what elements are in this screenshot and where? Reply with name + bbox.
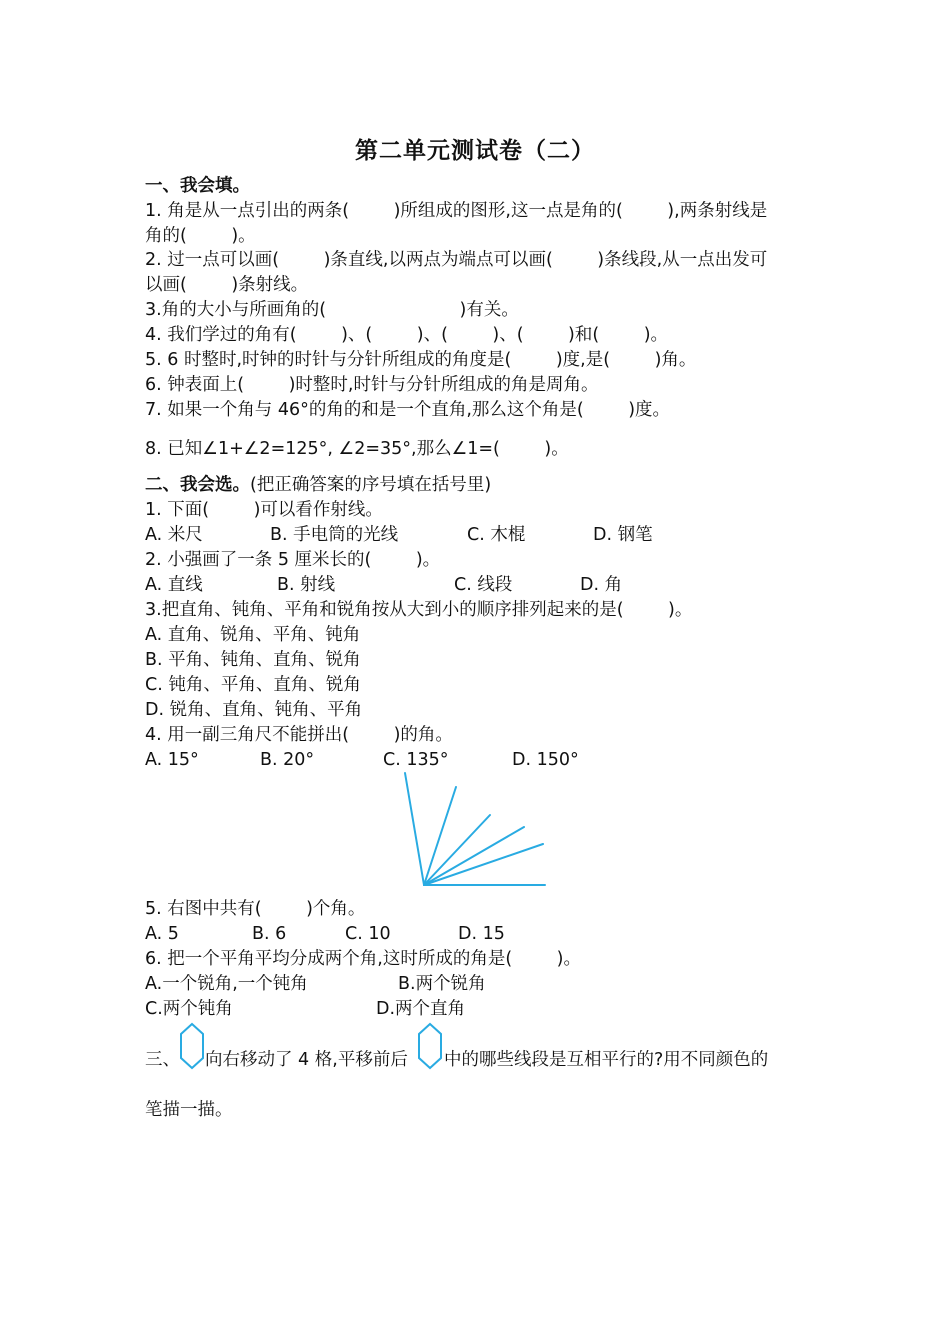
s2-q6-option-a: A.一个锐角,一个钝角 xyxy=(145,974,308,994)
s1-q7: 7. 如果一个角与 46°的角的和是一个直角,那么这个角是( )度。 xyxy=(145,400,671,420)
section3-prefix: 三、 xyxy=(145,1050,180,1070)
s1-q6: 6. 钟表面上( )时整时,时针与分针所组成的角是周角。 xyxy=(145,375,599,395)
s2-q6: 6. 把一个平角平均分成两个角,这时所成的角是( )。 xyxy=(145,949,581,969)
s2-q3-option-a: A. 直角、锐角、平角、钝角 xyxy=(145,625,361,645)
hexagon-icon-2 xyxy=(415,1022,445,1070)
s2-q3-option-c: C. 钝角、平角、直角、锐角 xyxy=(145,675,361,695)
s1-q4: 4. 我们学过的角有( )、( )、( )、( )和( )。 xyxy=(145,325,669,345)
s2-q1-option-c: C. 木棍 xyxy=(467,525,526,545)
s2-q1-option-b: B. 手电筒的光线 xyxy=(270,525,399,545)
s2-q1-option-d: D. 钢笔 xyxy=(593,525,653,545)
s2-q4-option-d: D. 150° xyxy=(512,750,579,770)
s2-q5-option-b: B. 6 xyxy=(252,924,287,944)
s2-q4-option-b: B. 20° xyxy=(260,750,315,770)
section3-line2: 笔描一描。 xyxy=(145,1100,233,1120)
section3-suffix-text: 中的哪些线段是互相平行的?用不同颜色的 xyxy=(444,1050,769,1070)
s2-q1-option-a: A. 米尺 xyxy=(145,525,203,545)
s2-q2-option-b: B. 射线 xyxy=(277,575,336,595)
s2-q1: 1. 下面( )可以看作射线。 xyxy=(145,500,383,520)
s1-q2-line2: 以画( )条射线。 xyxy=(145,275,309,295)
s2-q3-option-b: B. 平角、钝角、直角、锐角 xyxy=(145,650,361,670)
hexagon-icon xyxy=(177,1022,207,1070)
s2-q5: 5. 右图中共有( )个角。 xyxy=(145,899,366,919)
section2-heading: 二、我会选。 xyxy=(145,475,250,495)
section2-note: (把正确答案的序号填在括号里) xyxy=(250,475,492,495)
s1-q3: 3.角的大小与所画角的( )有关。 xyxy=(145,300,519,320)
section1-heading: 一、我会填。 xyxy=(145,176,250,196)
section2-heading-line xyxy=(145,473,491,497)
s2-q5-option-d: D. 15 xyxy=(458,924,505,944)
s1-q5: 5. 6 时整时,时钟的时针与分针所组成的角度是( )度,是( )角。 xyxy=(145,350,697,370)
ray-1 xyxy=(405,773,424,885)
page-title: 第二单元测试卷（二） xyxy=(355,137,595,164)
s2-q3: 3.把直角、钝角、平角和锐角按从大到小的顺序排列起来的是( )。 xyxy=(145,600,693,620)
rays-figure xyxy=(396,770,556,895)
s2-q2-option-d: D. 角 xyxy=(580,575,623,595)
s2-q5-option-a: A. 5 xyxy=(145,924,179,944)
section3-middle-text: 向右移动了 4 格,平移前后 xyxy=(205,1050,408,1070)
s1-q8: 8. 已知∠1+∠2=125°, ∠2=35°,那么∠1=( )。 xyxy=(145,439,569,459)
s1-q1-line2: 角的( )。 xyxy=(145,226,256,246)
s1-q1-line1: 1. 角是从一点引出的两条( )所组成的图形,这一点是角的( ),两条射线是 xyxy=(145,201,768,221)
s2-q4: 4. 用一副三角尺不能拼出( )的角。 xyxy=(145,725,453,745)
s2-q6-option-b: B.两个锐角 xyxy=(398,974,486,994)
s1-q2-line1: 2. 过一点可以画( )条直线,以两点为端点可以画( )条线段,从一点出发可 xyxy=(145,250,768,270)
s2-q2-option-c: C. 线段 xyxy=(454,575,513,595)
s2-q6-option-c: C.两个钝角 xyxy=(145,999,233,1019)
s2-q4-option-a: A. 15° xyxy=(145,750,199,770)
s2-q5-option-c: C. 10 xyxy=(345,924,391,944)
s2-q4-option-c: C. 135° xyxy=(383,750,449,770)
s2-q2: 2. 小强画了一条 5 厘米长的( )。 xyxy=(145,550,441,570)
s2-q6-option-d: D.两个直角 xyxy=(376,999,466,1019)
s2-q2-option-a: A. 直线 xyxy=(145,575,203,595)
s2-q3-option-d: D. 锐角、直角、钝角、平角 xyxy=(145,700,363,720)
